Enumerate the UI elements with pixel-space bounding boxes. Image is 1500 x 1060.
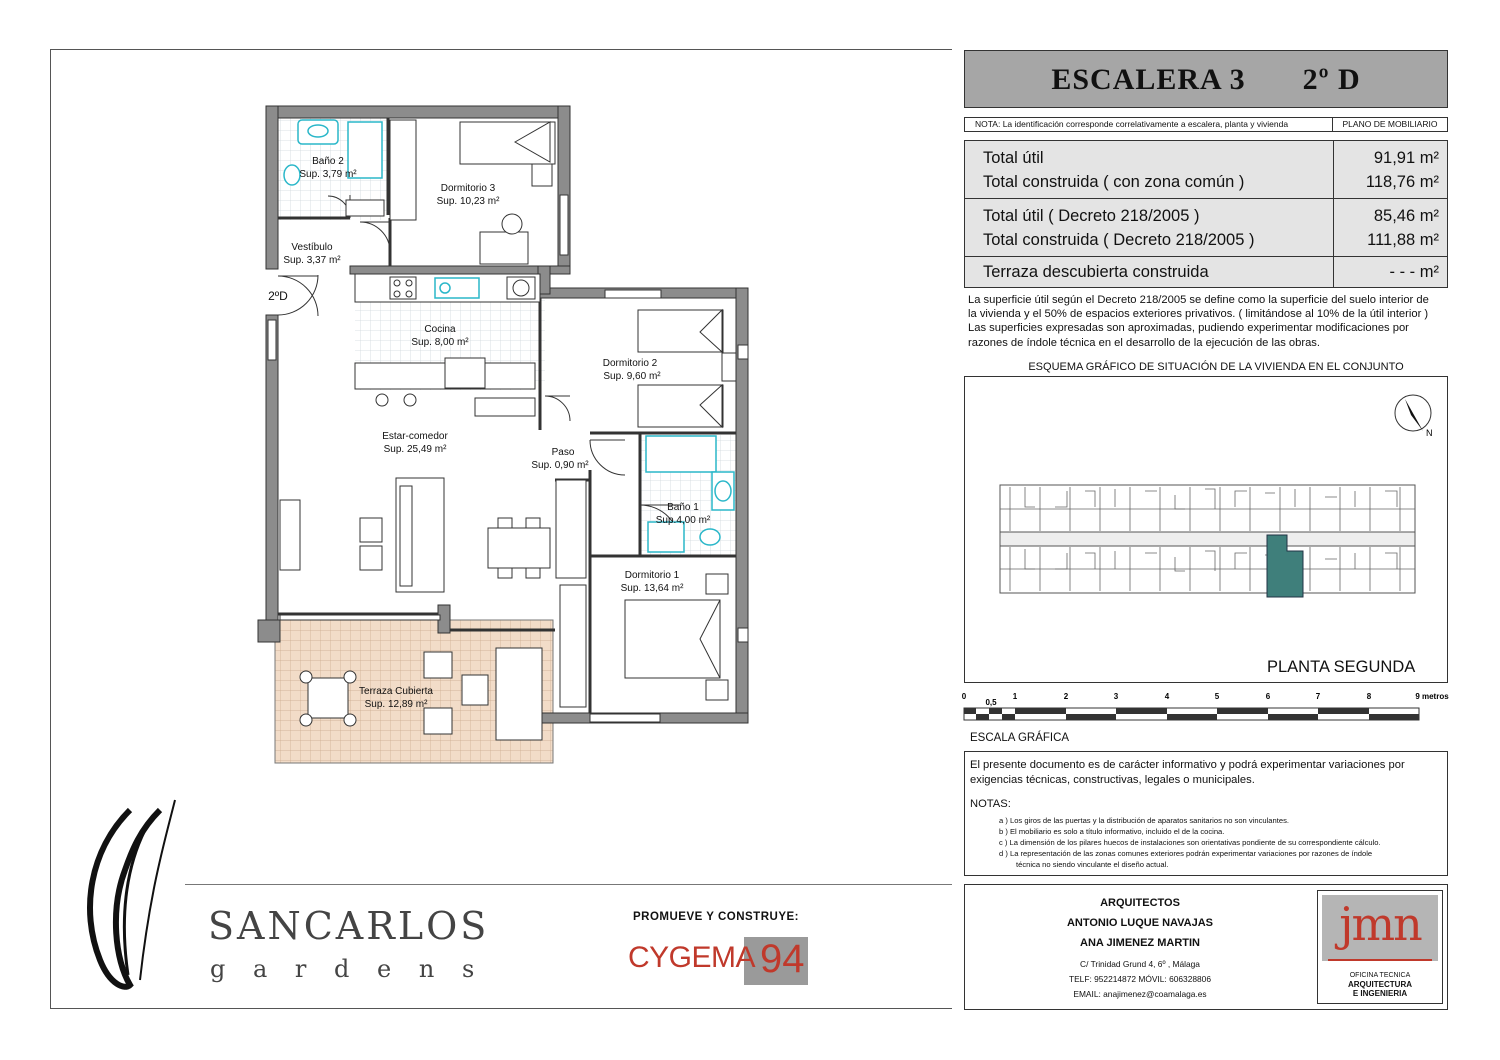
area-value: 91,91 m² xyxy=(1373,149,1439,167)
north-arrow-icon xyxy=(1395,395,1433,438)
disclaimer-line: exigencias técnicas, constructivas, legales o municipales. xyxy=(970,774,1255,786)
definition-line: Las superficies expresadas son aproximadas, pudiendo experimentar modificaciones por xyxy=(968,322,1409,335)
plant-label: PLANTA SEGUNDA xyxy=(1267,658,1416,676)
promoter-logo xyxy=(626,935,810,989)
promoter-label: PROMUEVE Y CONSTRUYE: xyxy=(633,911,799,923)
situation-title: ESQUEMA GRÁFICO DE SITUACIÓN DE LA VIVIENDA EN EL CONJUNTO xyxy=(1028,361,1404,373)
wall-top-left xyxy=(266,106,570,118)
area-value: 85,46 m² xyxy=(1373,207,1439,225)
note-item: a ) Los giros de las puertas y la distribución de aparatos sanitarios no son vinculantes. xyxy=(999,816,1289,825)
room-bed2-area: Sup. 9,60 m² xyxy=(603,371,661,382)
scale-bar xyxy=(958,690,1458,730)
brand-logo-mark xyxy=(70,790,200,1000)
definition-line: la vivienda y el 50% de espacios exteriores privativos. ( limitándose al 10% de la útil interior ) xyxy=(968,308,1429,321)
building-blocks xyxy=(1000,485,1415,593)
scale-tick: 9 metros xyxy=(1415,692,1449,701)
scale-tick: 8 xyxy=(1366,692,1372,701)
area-value: 118,76 m² xyxy=(1365,173,1439,191)
room-terrace-name: Terraza Cubierta xyxy=(359,686,433,697)
scale-tick: 6 xyxy=(1265,692,1271,701)
definition-line: La superficie útil según el Decreto 218/2005 se define como la superficie del suelo interior de xyxy=(968,294,1429,306)
room-bath2-name: Baño 2 xyxy=(312,156,344,167)
scale-tick: 2 xyxy=(1063,692,1069,701)
jmn-logo xyxy=(1317,890,1443,1004)
promoter-number: 94 xyxy=(760,937,805,981)
architects-heading: ARQUITECTOS xyxy=(1100,897,1180,909)
area-group-1 xyxy=(965,141,1447,199)
note-item: b ) El mobiliario es solo a título informativo, incluido el de la cocina. xyxy=(999,827,1225,836)
note-item: técnica no siendo vinculante el diseño actual. xyxy=(1016,860,1169,869)
situation-map xyxy=(964,376,1448,683)
area-label: Total construida ( Decreto 218/2005 ) xyxy=(983,231,1255,249)
room-bath1-name: Baño 1 xyxy=(667,502,699,513)
area-group-3 xyxy=(965,257,1447,287)
room-living-area: Sup. 25,49 m² xyxy=(383,444,447,455)
room-kitchen-name: Cocina xyxy=(424,324,456,335)
architect-email: EMAIL: anajimenez@coamalaga.es xyxy=(1073,989,1207,999)
brand-sub: g a r d e n s xyxy=(210,955,485,983)
room-vestibule-area: Sup. 3,37 m² xyxy=(283,255,341,266)
scale-tick: 4 xyxy=(1164,692,1170,701)
wall-kitchen-top xyxy=(350,266,570,274)
scale-tick: 1 xyxy=(1012,692,1018,701)
note-item: d ) La representación de las zonas comunes exteriores podrán experimentar variaciones por razones de índole xyxy=(999,849,1373,858)
area-label: Total útil xyxy=(983,149,1044,167)
room-bed1-area: Sup. 13,64 m² xyxy=(620,583,684,594)
jmn-sub-1: OFICINA TECNICA xyxy=(1349,972,1411,979)
note-item: c ) La dimensión de los pilares huecos de instalaciones son orientativas pondiente de su correspondiente cálculo. xyxy=(999,838,1381,847)
room-kitchen-area: Sup. 8,00 m² xyxy=(411,337,469,348)
jmn-sub-3: E INGENIERIA xyxy=(1352,989,1408,998)
definition-text xyxy=(968,293,1448,350)
svg-text:N: N xyxy=(1426,428,1433,438)
header-title: ESCALERA 3 xyxy=(1051,63,1246,96)
wall-left-lower xyxy=(266,315,278,620)
room-bed3-area: Sup. 10,23 m² xyxy=(436,196,500,207)
floor-plan xyxy=(250,100,760,770)
architects-box xyxy=(964,884,1448,1010)
definition-line: razones de índole técnica en el desarrollo de la ejecución de las obras. xyxy=(968,336,1321,349)
room-living-name: Estar-comedor xyxy=(382,431,448,442)
promoter-name: CYGEMA xyxy=(628,941,756,974)
room-paso-area: Sup. 0,90 m² xyxy=(531,460,589,471)
graphic-scale xyxy=(958,690,1458,730)
room-bed3-name: Dormitorio 3 xyxy=(440,183,496,194)
room-bath1-area: Sup.4,00 m² xyxy=(655,515,711,526)
note-row xyxy=(964,117,1448,132)
plan-type: PLANO DE MOBILIARIO xyxy=(1342,119,1438,129)
architect-phones: TELF: 952214872 MÓVIL: 606328806 xyxy=(1068,974,1211,984)
unit-label: 2ºD xyxy=(268,289,288,303)
brand-divider xyxy=(185,884,952,885)
room-bath2-area: Sup. 3,79 m² xyxy=(299,169,357,180)
header-floor: 2º D xyxy=(1302,63,1361,96)
brand-name: SANCARLOS xyxy=(208,904,490,948)
wall-terrace-left xyxy=(258,620,280,642)
scale-tick: 0,5 xyxy=(985,698,997,707)
area-label: Total construida ( con zona común ) xyxy=(983,173,1245,191)
disclaimer-box xyxy=(964,751,1448,876)
jmn-sub-2: ARQUITECTURA xyxy=(1348,980,1412,989)
room-terrace-area: Sup. 12,89 m² xyxy=(364,699,428,710)
area-value: - - - m² xyxy=(1389,263,1439,281)
room-vestibule-name: Vestíbulo xyxy=(291,242,333,253)
room-paso-name: Paso xyxy=(551,447,575,458)
area-label: Total útil ( Decreto 218/2005 ) xyxy=(983,207,1200,225)
note-text: NOTA: La identificación corresponde correlativamente a escalera, planta y vivienda xyxy=(965,118,1333,131)
scale-label: ESCALA GRÁFICA xyxy=(970,732,1070,744)
area-table xyxy=(964,140,1448,288)
architect-address: C/ Trinidad Grund 4, 6º , Málaga xyxy=(1080,959,1200,969)
area-value: 111,88 m² xyxy=(1367,231,1439,249)
scale-tick: 5 xyxy=(1214,692,1220,701)
room-bed1-name: Dormitorio 1 xyxy=(624,570,680,581)
notes-title: NOTAS: xyxy=(970,798,1011,810)
area-label: Terraza descubierta construida xyxy=(983,263,1209,281)
room-bed2-name: Dormitorio 2 xyxy=(602,358,658,369)
situation-diagram xyxy=(965,377,1447,682)
area-group-2 xyxy=(965,199,1447,257)
wall-left-upper xyxy=(266,106,278,269)
architect-name-2: ANA JIMENEZ MARTIN xyxy=(1080,937,1200,949)
sheet-header xyxy=(964,50,1448,108)
scale-tick: 7 xyxy=(1315,692,1321,701)
scale-tick: 0 xyxy=(961,692,967,701)
disclaimer-line: El presente documento es de carácter informativo y podrá experimentar variaciones por xyxy=(970,759,1405,771)
scale-tick: 3 xyxy=(1113,692,1119,701)
jmn-logo-text: jmn xyxy=(1339,897,1421,951)
architect-name-1: ANTONIO LUQUE NAVAJAS xyxy=(1066,917,1214,929)
